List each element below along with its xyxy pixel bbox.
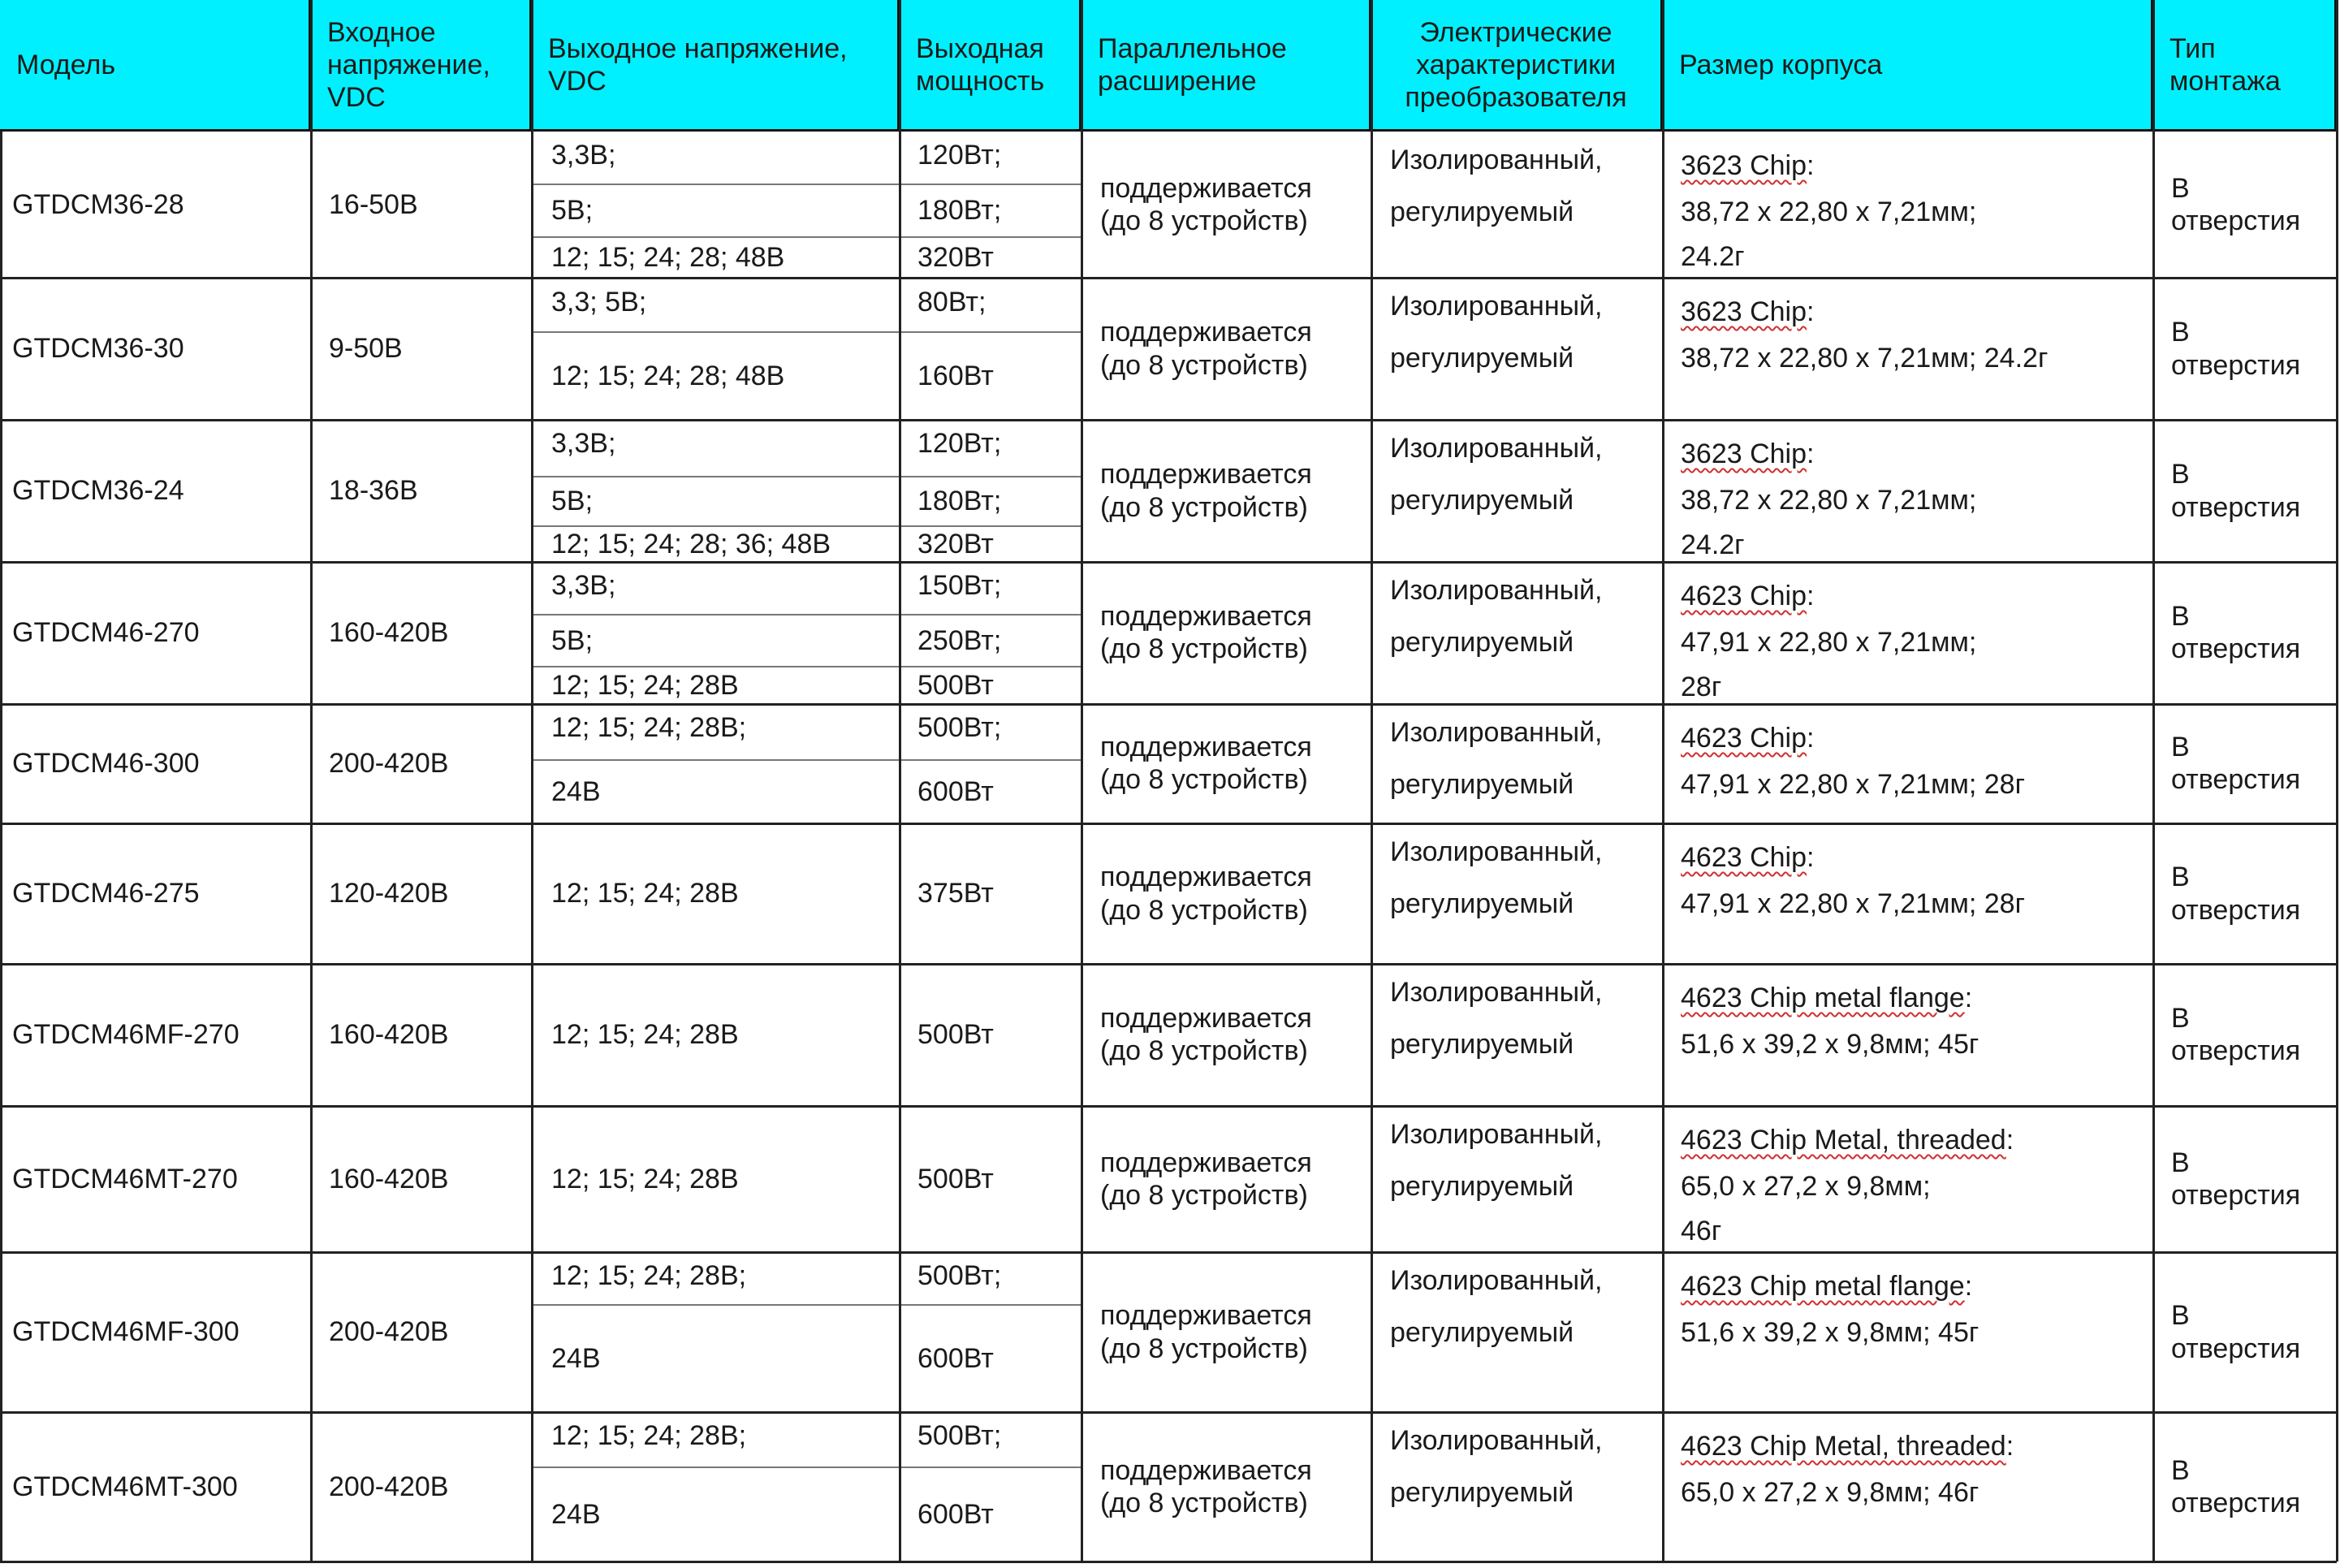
mount-cell: отверстия — [2171, 205, 2301, 236]
output-voltage-cell: 12; 15; 24; 28В — [551, 878, 739, 909]
grid-line — [531, 0, 533, 1562]
output-voltage-cell: 12; 15; 24; 28; 48В — [551, 242, 785, 273]
header-text — [16, 49, 115, 81]
input-voltage-cell: 120-420В — [329, 878, 449, 909]
parallel-cell: поддерживается — [1100, 1003, 1312, 1034]
output-voltage-cell: 5В; — [551, 486, 594, 516]
output-power-cell: 500Вт; — [917, 1420, 1002, 1451]
mount-cell: В — [2171, 317, 2190, 348]
parallel-cell: (до 8 устройств) — [1100, 1488, 1308, 1518]
grid-line — [0, 277, 2337, 279]
header-parallel — [1081, 0, 1371, 132]
parallel-cell: (до 8 устройств) — [1100, 1180, 1308, 1211]
case-colon: : — [1807, 150, 1815, 181]
output-voltage-cell: 3,3В; — [551, 428, 616, 459]
case-model-name: 3623 Chip — [1681, 438, 1807, 469]
header-line: Выходная — [916, 32, 1044, 64]
grid-line — [899, 0, 901, 1562]
header-line: характеристики — [1415, 49, 1617, 80]
header-text — [1405, 16, 1626, 114]
output-voltage-cell: 12; 15; 24; 28; 48В — [551, 361, 785, 391]
case-size-cell — [1681, 580, 1814, 612]
header-line: преобразователя — [1405, 81, 1627, 113]
model-cell: GTDCM46-275 — [12, 878, 200, 909]
mount-cell: отверстия — [2171, 492, 2301, 523]
input-voltage-cell: 9-50В — [329, 333, 403, 364]
case-model-name: 3623 Chip — [1681, 296, 1807, 327]
electrical-cell: регулируемый — [1390, 1317, 1574, 1348]
output-power-cell: 500Вт — [917, 1164, 994, 1194]
parallel-cell: (до 8 устройств) — [1100, 633, 1308, 664]
output-voltage-cell: 5В; — [551, 625, 594, 656]
sub-row-divider — [532, 331, 1081, 333]
parallel-cell: поддерживается — [1100, 1147, 1312, 1178]
header-line: Модель — [16, 49, 116, 80]
case-model-name: 4623 Chip metal flange — [1681, 983, 1965, 1013]
header-text — [1679, 49, 1882, 81]
grid-line — [310, 0, 313, 1562]
header-line: VDC — [548, 65, 607, 97]
electrical-cell: Изолированный, — [1390, 145, 1603, 175]
output-voltage-cell: 12; 15; 24; 28; 36; 48В — [551, 529, 831, 559]
header-line: мощность — [916, 65, 1045, 97]
header-line: Тип — [2169, 32, 2216, 64]
mount-cell: отверстия — [2171, 350, 2301, 381]
case-size-cell — [1681, 1124, 2014, 1156]
parallel-cell: поддерживается — [1100, 173, 1312, 204]
header-line: VDC — [327, 81, 386, 113]
output-voltage-cell: 3,3; 5В; — [551, 287, 647, 317]
sub-row-divider — [532, 184, 1081, 185]
output-voltage-cell: 12; 15; 24; 28В; — [551, 1260, 747, 1291]
case-size-cell — [1681, 296, 1814, 328]
header-line: напряжение, — [327, 49, 490, 80]
mount-cell: отверстия — [2171, 1035, 2301, 1066]
output-power-cell: 500Вт; — [917, 1260, 1002, 1291]
parallel-cell: поддерживается — [1100, 1300, 1312, 1331]
mount-cell: отверстия — [2171, 1180, 2301, 1211]
parallel-cell: (до 8 устройств) — [1100, 350, 1308, 381]
output-power-cell: 80Вт; — [917, 287, 987, 317]
mount-cell: В — [2171, 1003, 2190, 1034]
header-text — [916, 32, 1044, 97]
electrical-cell: Изолированный, — [1390, 1119, 1603, 1150]
output-power-cell: 120Вт; — [917, 140, 1002, 171]
case-size-line: 38,72 х 22,80 х 7,21мм; 24.2г — [1681, 343, 2049, 374]
case-size-line: 47,91 х 22,80 х 7,21мм; — [1681, 627, 1977, 658]
case-colon: : — [1807, 581, 1815, 611]
sub-row-divider — [532, 236, 1081, 238]
output-voltage-cell: 12; 15; 24; 28В — [551, 1019, 739, 1050]
mount-cell: В — [2171, 601, 2190, 632]
grid-line — [0, 561, 2337, 564]
grid-line — [0, 703, 2337, 706]
case-model-name: 4623 Chip — [1681, 581, 1807, 611]
sub-row-divider — [532, 525, 1081, 527]
input-voltage-cell: 160-420В — [329, 1019, 449, 1050]
mount-cell: В — [2171, 1300, 2190, 1331]
electrical-cell: Изолированный, — [1390, 575, 1603, 606]
electrical-cell: Изолированный, — [1390, 1265, 1603, 1296]
output-power-cell: 600Вт — [917, 776, 994, 807]
parallel-cell: (до 8 устройств) — [1100, 1035, 1308, 1066]
output-power-cell: 250Вт; — [917, 625, 1002, 656]
grid-line — [1371, 0, 1373, 1562]
header-text — [327, 16, 490, 114]
output-power-cell: 500Вт; — [917, 712, 1002, 743]
header-case-size — [1663, 0, 2153, 132]
sub-row-divider — [532, 1466, 1081, 1468]
header-electrical — [1371, 0, 1663, 132]
output-power-cell: 320Вт — [917, 529, 994, 559]
electrical-cell: регулируемый — [1390, 888, 1574, 919]
case-colon: : — [1964, 983, 1973, 1013]
case-size-cell — [1681, 438, 1814, 470]
output-voltage-cell: 12; 15; 24; 28В — [551, 1164, 739, 1194]
grid-line — [0, 963, 2337, 965]
electrical-cell: Изолированный, — [1390, 717, 1603, 748]
input-voltage-cell: 160-420В — [329, 617, 449, 648]
mount-cell: В — [2171, 173, 2190, 204]
electrical-cell: регулируемый — [1390, 1171, 1574, 1202]
case-size-line: 51,6 х 39,2 х 9,8мм; 45г — [1681, 1317, 1980, 1348]
case-colon: : — [2005, 1125, 2014, 1155]
case-model-name: 4623 Chip metal flange — [1681, 1271, 1965, 1302]
grid-line — [2152, 0, 2155, 1562]
electrical-cell: регулируемый — [1390, 1477, 1574, 1508]
model-cell: GTDCM46MF-270 — [12, 1019, 240, 1050]
sub-row-divider — [532, 614, 1081, 616]
parallel-cell: (до 8 устройств) — [1100, 764, 1308, 795]
grid-line — [2336, 0, 2338, 1562]
model-cell: GTDCM36-28 — [12, 189, 184, 220]
output-power-cell: 150Вт; — [917, 570, 1002, 601]
grid-line — [0, 1561, 2337, 1563]
sub-row-divider — [532, 1304, 1081, 1306]
mount-cell: отверстия — [2171, 633, 2301, 664]
output-power-cell: 500Вт — [917, 670, 994, 701]
output-voltage-cell: 24В — [551, 1343, 601, 1374]
input-voltage-cell: 200-420В — [329, 1471, 449, 1502]
mount-cell: отверстия — [2171, 764, 2301, 795]
electrical-cell: Изолированный, — [1390, 977, 1603, 1008]
grid-line — [0, 1105, 2337, 1108]
sub-row-divider — [532, 759, 1081, 761]
output-voltage-cell: 12; 15; 24; 28В — [551, 670, 739, 701]
input-voltage-cell: 16-50В — [329, 189, 418, 220]
case-size-cell — [1681, 1430, 2014, 1462]
header-mount — [2153, 0, 2337, 132]
parallel-cell: поддерживается — [1100, 459, 1312, 490]
case-size-line: 38,72 х 22,80 х 7,21мм; — [1681, 485, 1977, 516]
case-colon: : — [1964, 1271, 1973, 1302]
output-power-cell: 180Вт; — [917, 486, 1002, 516]
mount-cell: отверстия — [2171, 895, 2301, 926]
grid-line — [0, 1251, 2337, 1254]
input-voltage-cell: 160-420В — [329, 1164, 449, 1194]
case-size-cell — [1681, 149, 1814, 182]
grid-line — [0, 823, 2337, 825]
case-size-line: 47,91 х 22,80 х 7,21мм; 28г — [1681, 888, 2025, 919]
output-power-cell: 500Вт — [917, 1019, 994, 1050]
header-line: монтажа — [2169, 65, 2281, 97]
header-line: Электрические — [1419, 16, 1613, 48]
input-voltage-cell: 18-36В — [329, 475, 418, 506]
model-cell: GTDCM46MT-270 — [12, 1164, 238, 1194]
model-cell: GTDCM36-30 — [12, 333, 184, 364]
electrical-cell: регулируемый — [1390, 197, 1574, 227]
case-colon: : — [1807, 438, 1815, 469]
case-size-line: 38,72 х 22,80 х 7,21мм; — [1681, 197, 1977, 227]
case-model-name: 4623 Chip Metal, threaded — [1681, 1125, 2006, 1155]
case-size-line: 24.2г — [1681, 529, 1745, 560]
electrical-cell: регулируемый — [1390, 769, 1574, 800]
output-power-cell: 160Вт — [917, 361, 994, 391]
output-voltage-cell: 12; 15; 24; 28В; — [551, 712, 747, 743]
case-size-cell — [1681, 722, 1814, 754]
electrical-cell: Изолированный, — [1390, 433, 1603, 464]
electrical-cell: регулируемый — [1390, 627, 1574, 658]
grid-line — [1662, 0, 1664, 1562]
model-cell: GTDCM46-300 — [12, 748, 200, 779]
header-line: расширение — [1098, 65, 1257, 97]
parallel-cell: (до 8 устройств) — [1100, 492, 1308, 523]
parallel-cell: поддерживается — [1100, 317, 1312, 348]
grid-line — [0, 1411, 2337, 1414]
case-size-line: 65,0 х 27,2 х 9,8мм; — [1681, 1171, 1931, 1202]
model-cell: GTDCM46MT-300 — [12, 1471, 238, 1502]
header-line: Параллельное — [1098, 32, 1287, 64]
grid-line — [1081, 0, 1083, 1562]
case-size-line: 47,91 х 22,80 х 7,21мм; 28г — [1681, 769, 2025, 800]
case-size-line: 51,6 х 39,2 х 9,8мм; 45г — [1681, 1029, 1980, 1060]
electrical-cell: Изолированный, — [1390, 291, 1603, 322]
output-voltage-cell: 24В — [551, 776, 601, 807]
case-model-name: 4623 Chip — [1681, 723, 1807, 754]
electrical-cell: Изолированный, — [1390, 836, 1603, 867]
case-size-cell — [1681, 982, 1972, 1014]
header-text — [548, 32, 848, 97]
output-voltage-cell: 3,3В; — [551, 140, 616, 171]
case-model-name: 4623 Chip Metal, threaded — [1681, 1431, 2006, 1462]
output-power-cell: 320Вт — [917, 242, 994, 273]
header-line: Выходное напряжение, — [548, 32, 848, 64]
case-size-line: 28г — [1681, 672, 1722, 702]
header-text — [2169, 32, 2281, 97]
case-size-line: 24.2г — [1681, 241, 1745, 272]
mount-cell: В — [2171, 459, 2190, 490]
case-model-name: 3623 Chip — [1681, 150, 1807, 181]
mount-cell: В — [2171, 1147, 2190, 1178]
output-voltage-cell: 12; 15; 24; 28В; — [551, 1420, 747, 1451]
case-colon: : — [1807, 723, 1815, 754]
case-colon: : — [1807, 842, 1815, 873]
case-colon: : — [2005, 1431, 2014, 1462]
case-size-line: 65,0 х 27,2 х 9,8мм; 46г — [1681, 1477, 1980, 1508]
case-size-cell — [1681, 1270, 1972, 1302]
case-colon: : — [1807, 296, 1815, 327]
electrical-cell: регулируемый — [1390, 485, 1574, 516]
mount-cell: отверстия — [2171, 1333, 2301, 1364]
electrical-cell: регулируемый — [1390, 1029, 1574, 1060]
output-power-cell: 375Вт — [917, 878, 994, 909]
header-output-power — [900, 0, 1081, 132]
model-cell: GTDCM36-24 — [12, 475, 184, 506]
mount-cell: В — [2171, 862, 2190, 892]
mount-cell: отверстия — [2171, 1488, 2301, 1518]
case-model-name: 4623 Chip — [1681, 842, 1807, 873]
output-power-cell: 600Вт — [917, 1343, 994, 1374]
mount-cell: В — [2171, 1455, 2190, 1486]
model-cell: GTDCM46-270 — [12, 617, 200, 648]
parallel-cell: поддерживается — [1100, 601, 1312, 632]
parallel-cell: поддерживается — [1100, 732, 1312, 762]
output-power-cell: 180Вт; — [917, 195, 1002, 226]
header-text — [1098, 32, 1287, 97]
mount-cell: В — [2171, 732, 2190, 762]
header-model — [0, 0, 311, 132]
electrical-cell: Изолированный, — [1390, 1425, 1603, 1456]
parallel-cell: (до 8 устройств) — [1100, 205, 1308, 236]
output-voltage-cell: 5В; — [551, 195, 594, 226]
header-input-voltage — [311, 0, 532, 132]
case-size-line: 46г — [1681, 1216, 1722, 1246]
input-voltage-cell: 200-420В — [329, 748, 449, 779]
grid-line — [0, 419, 2337, 421]
parallel-cell: (до 8 устройств) — [1100, 1333, 1308, 1364]
header-line: Входное — [327, 16, 436, 48]
output-power-cell: 600Вт — [917, 1499, 994, 1530]
parallel-cell: (до 8 устройств) — [1100, 895, 1308, 926]
grid-line — [0, 132, 2, 1562]
output-voltage-cell: 24В — [551, 1499, 601, 1530]
input-voltage-cell: 200-420В — [329, 1316, 449, 1347]
sub-row-divider — [532, 476, 1081, 477]
sub-row-divider — [532, 666, 1081, 667]
output-voltage-cell: 3,3В; — [551, 570, 616, 601]
output-power-cell: 120Вт; — [917, 428, 1002, 459]
header-line: Размер корпуса — [1679, 49, 1883, 80]
case-size-cell — [1681, 841, 1814, 874]
electrical-cell: регулируемый — [1390, 343, 1574, 374]
header-output-voltage — [532, 0, 900, 132]
model-cell: GTDCM46MF-300 — [12, 1316, 240, 1347]
parallel-cell: поддерживается — [1100, 1455, 1312, 1486]
parallel-cell: поддерживается — [1100, 862, 1312, 892]
